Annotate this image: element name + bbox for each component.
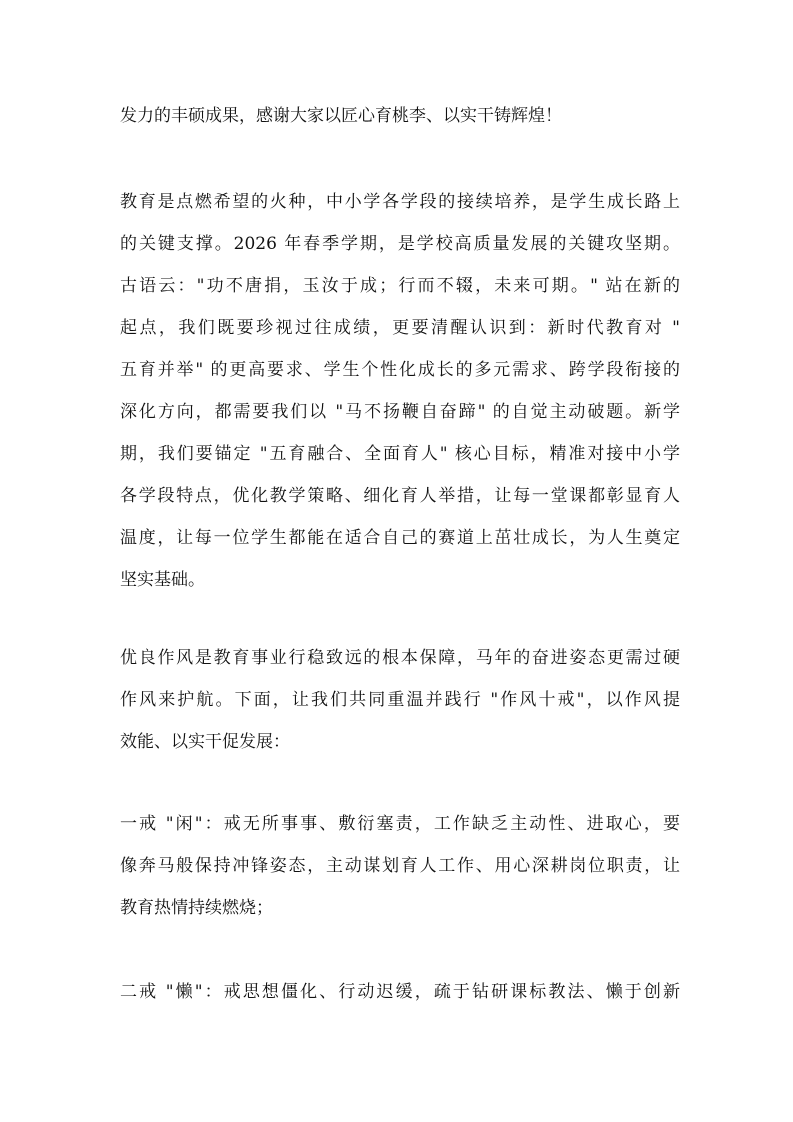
paragraph-line: 一戒 "闲"：戒无所事事、敷衍塞责，工作缺乏主动性、进取心，要: [120, 814, 680, 834]
paragraph-line: 像奔马般保持冲锋姿态，主动谋划育人工作、用心深耕岗位职责，让: [120, 856, 680, 876]
paragraph-line: 期，我们要锚定 "五育融合、全面育人" 核心目标，精准对接中小学: [120, 444, 680, 464]
paragraph-line: 坚实基础。: [120, 570, 205, 590]
paragraph-line: 作风来护航。下面，让我们共同重温并践行 "作风十戒"，以作风提: [120, 690, 680, 710]
paragraph-line: 各学段特点，优化教学策略、细化育人举措，让每一堂课都彰显育人: [120, 486, 680, 506]
paragraph-line: 起点，我们既要珍视过往成绩，更要清醒认识到：新时代教育对 ": [120, 318, 680, 338]
paragraph-line: 优良作风是教育事业行稳致远的根本保障，马年的奋进姿态更需过硬: [120, 648, 680, 668]
paragraph-line: 温度，让每一位学生都能在适合自己的赛道上茁壮成长，为人生奠定: [120, 528, 680, 548]
paragraph-line: 五育并举" 的更高要求、学生个性化成长的多元需求、跨学段衔接的: [120, 360, 680, 380]
paragraph-line: 教育是点燃希望的火种，中小学各学段的接续培养，是学生成长路上: [120, 192, 680, 212]
intro-line: 发力的丰硕成果，感谢大家以匠心育桃李、以实干铸辉煌！: [120, 106, 562, 126]
paragraph-line: 的关键支撑。2026 年春季学期，是学校高质量发展的关键攻坚期。: [120, 234, 680, 254]
paragraph-line: 教育热情持续燃烧；: [120, 898, 273, 918]
paragraph-line: 二戒 "懒"：戒思想僵化、行动迟缓，疏于钻研课标教法、懒于创新: [120, 982, 680, 1002]
paragraph-line: 效能、以实干促发展：: [120, 732, 290, 752]
paragraph-line: 古语云："功不唐捐，玉汝于成；行而不辍，未来可期。" 站在新的: [120, 276, 680, 296]
paragraph-line: 深化方向，都需要我们以 "马不扬鞭自奋蹄" 的自觉主动破题。新学: [120, 402, 680, 422]
